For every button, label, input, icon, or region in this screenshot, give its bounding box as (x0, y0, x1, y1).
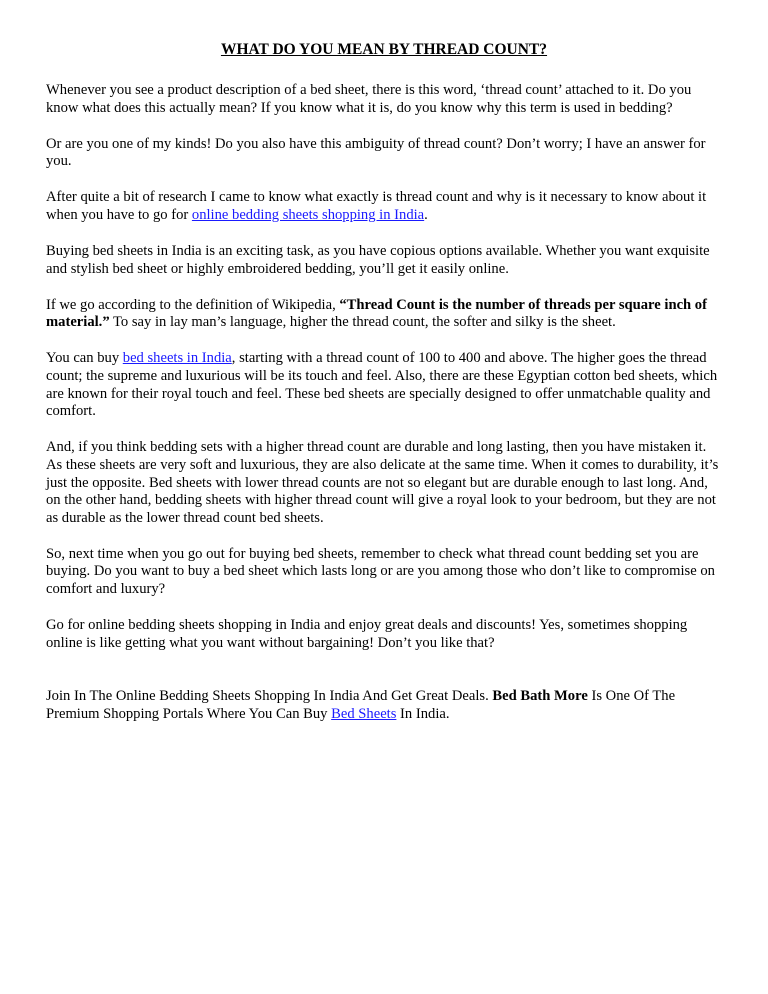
paragraph-10-text: Join In The Online Bedding Sheets Shopping In India And Get Great Deals. (46, 688, 493, 705)
paragraph-10-end: In India. (396, 705, 450, 722)
bed-sheets-link[interactable]: Bed Sheets (331, 705, 397, 722)
paragraph-6-end: , starting with a thread count of 100 to 400 and above. The higher goes the thread count; the supreme and luxurious will be its touch and feel. Also, there are these Egyptian cotton bed sheets, which are known for their royal touch and feel. These bed sheets are specially designed to offer unmatchable quality and comfort. (46, 350, 718, 420)
brand-name: Bed Bath More (492, 688, 588, 705)
paragraph-3-text: After quite a bit of research I came to know what exactly is thread count and why is it necessary to know about it when you have to go for (46, 189, 707, 223)
paragraph-3-end: . (424, 206, 428, 223)
paragraph-9: Go for online bedding sheets shopping in India and enjoy great deals and discounts! Yes, sometimes shopping online is like getting what you want without bargaining! Don’t you like that? (46, 617, 688, 651)
paragraph-8: So, next time when you go out for buying bed sheets, remember to check what thread count bedding set you are buying. Do you want to buy a bed sheet which lasts long or are you among those who don’t like to compromise on comfort and luxury? (46, 545, 715, 597)
paragraph-5-text: If we go according to the definition of Wikipedia, (46, 296, 340, 313)
paragraph-7: And, if you think bedding sets with a higher thread count are durable and long lasting, then you have mistaken it. As these sheets are very soft and luxurious, they are also delicate at the same time. When it comes to durability, it’s just the opposite. Bed sheets with lower thread counts are not so elegant but are durable enough to last long. And, on the other hand, bedding sheets with higher thread count will give a royal look to your bedroom, but they are not as durable as the lower thread count bed sheets. (46, 439, 719, 526)
paragraph-4: Buying bed sheets in India is an exciting task, as you have copious options available. Whether you want exquisite and stylish bed sheet or highly embroidered bedding, you’ll get it easily online. (46, 243, 710, 277)
bed-sheets-in-india-link[interactable]: bed sheets in India (122, 350, 232, 367)
document-title: WHAT DO YOU MEAN BY THREAD COUNT? (220, 41, 548, 58)
paragraph-6 (46, 350, 722, 420)
paragraph-2: Or are you one of my kinds! Do you also have this ambiguity of thread count? Don’t worry; I have an answer for you. (46, 135, 706, 170)
paragraph-10 (46, 688, 722, 723)
paragraph-3 (46, 189, 722, 224)
online-bedding-sheets-link[interactable]: online bedding sheets shopping in India (191, 206, 425, 223)
paragraph-6-text: You can buy (46, 350, 123, 367)
paragraph-1: Whenever you see a product description of a bed sheet, there is this word, ‘thread count’ attached to it. Do you know what does this actually mean? If you know what it is, do you know why this term is used in bedding? (46, 82, 692, 116)
paragraph-10-middle: Is One Of The Premium Shopping Portals Where You Can Buy (46, 688, 676, 722)
document-page (46, 40, 722, 742)
thread-count-definition: “Thread Count is the number of threads per square inch of material.” (46, 296, 707, 331)
paragraph-5 (46, 297, 722, 332)
paragraph-5-end: To say in lay man’s language, higher the thread count, the softer and silky is the sheet. (109, 314, 616, 331)
